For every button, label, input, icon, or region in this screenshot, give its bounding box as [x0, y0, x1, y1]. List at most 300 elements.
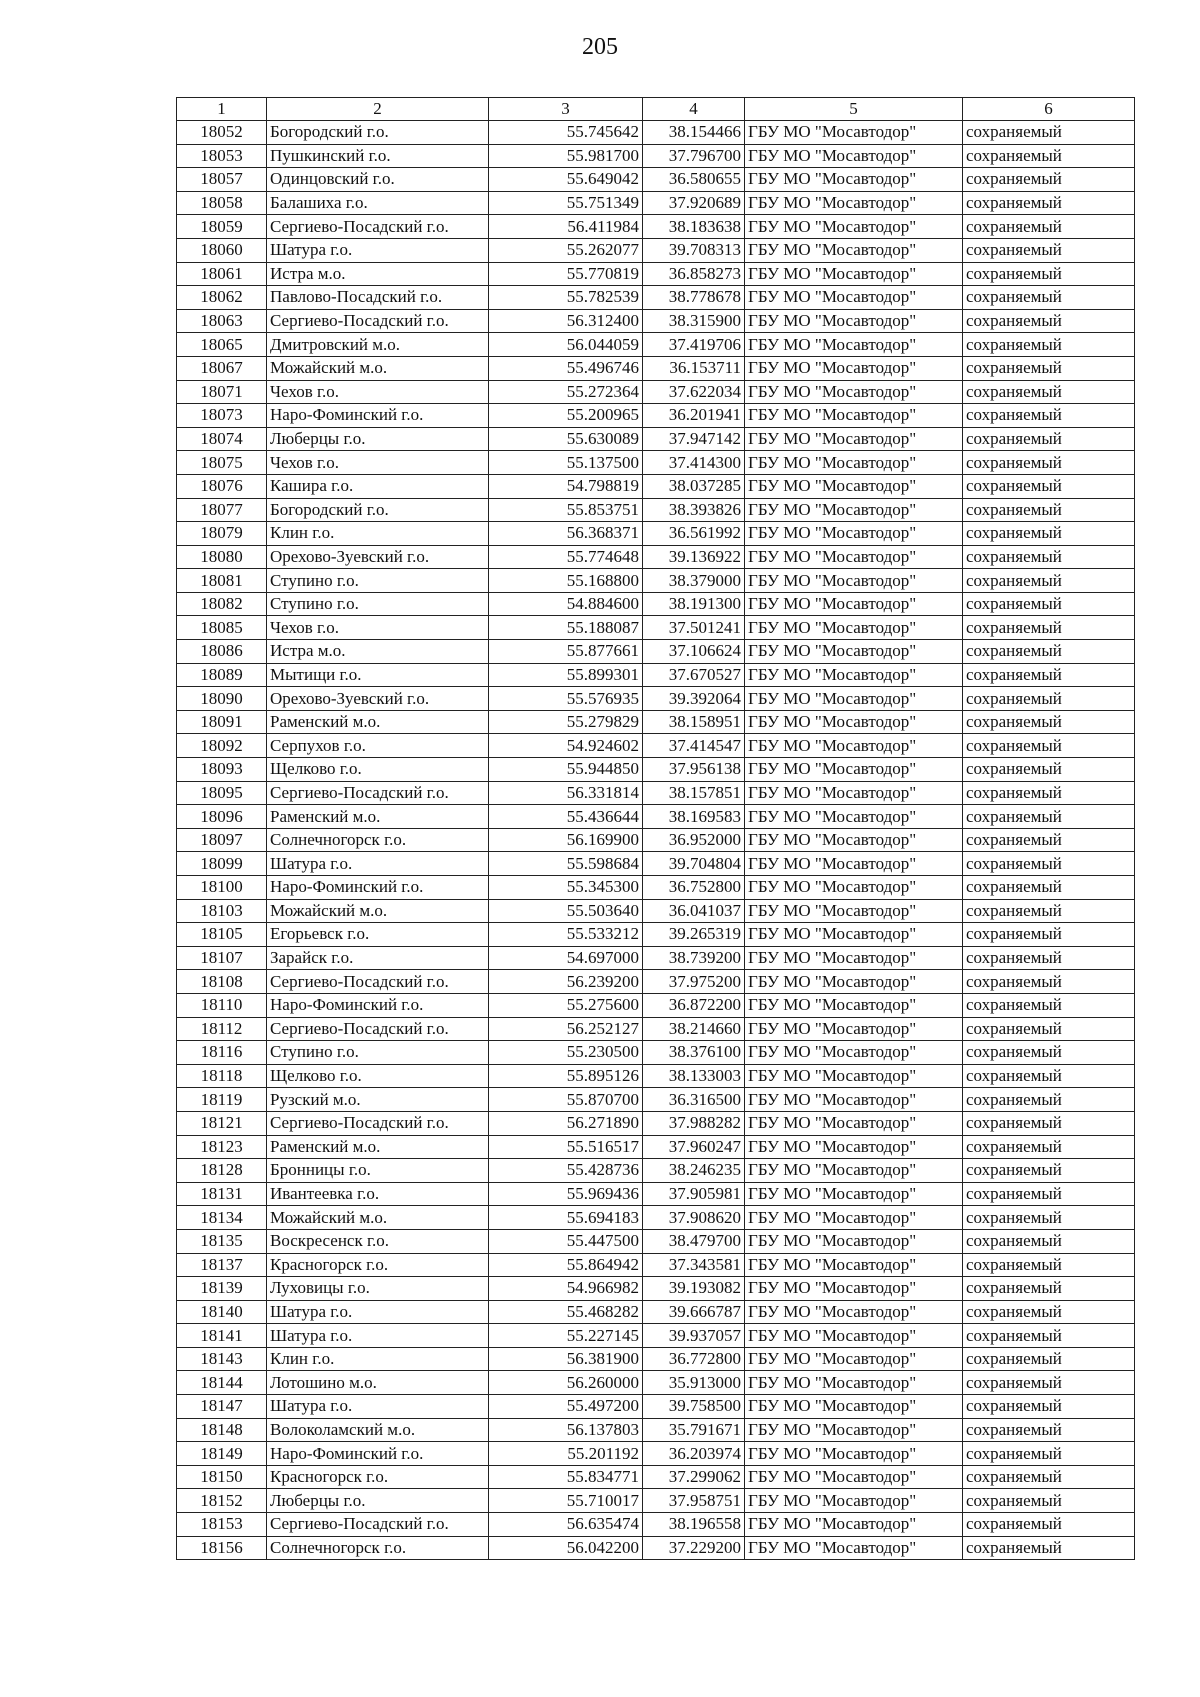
table-row — [177, 1229, 1135, 1253]
row-number-cell: 18077 — [177, 498, 267, 522]
status-cell: сохраняемый — [963, 1371, 1135, 1395]
latitude-cell: 55.834771 — [489, 1465, 643, 1489]
latitude-cell: 55.168800 — [489, 569, 643, 593]
organization-cell: ГБУ МО "Мосавтодор" — [745, 1088, 963, 1112]
organization-cell: ГБУ МО "Мосавтодор" — [745, 828, 963, 852]
municipality-cell: Богородский г.о. — [267, 498, 489, 522]
municipality-cell: Кашира г.о. — [267, 474, 489, 498]
longitude-cell: 36.772800 — [643, 1347, 745, 1371]
longitude-cell: 37.796700 — [643, 144, 745, 168]
longitude-cell: 38.479700 — [643, 1229, 745, 1253]
row-number-cell: 18093 — [177, 758, 267, 782]
status-cell: сохраняемый — [963, 1395, 1135, 1419]
longitude-cell: 36.203974 — [643, 1442, 745, 1466]
column-header: 6 — [963, 98, 1135, 121]
row-number-cell: 18099 — [177, 852, 267, 876]
row-number-cell: 18081 — [177, 569, 267, 593]
municipality-cell: Солнечногорск г.о. — [267, 1536, 489, 1560]
organization-cell: ГБУ МО "Мосавтодор" — [745, 1253, 963, 1277]
table-row — [177, 1277, 1135, 1301]
organization-cell: ГБУ МО "Мосавтодор" — [745, 1513, 963, 1537]
table-row — [177, 1159, 1135, 1183]
row-number-cell: 18139 — [177, 1277, 267, 1301]
municipality-cell: Чехов г.о. — [267, 380, 489, 404]
latitude-cell: 56.044059 — [489, 333, 643, 357]
latitude-cell: 55.853751 — [489, 498, 643, 522]
table-row — [177, 1465, 1135, 1489]
organization-cell: ГБУ МО "Мосавтодор" — [745, 852, 963, 876]
row-number-cell: 18147 — [177, 1395, 267, 1419]
status-cell: сохраняемый — [963, 828, 1135, 852]
municipality-cell: Ступино г.о. — [267, 592, 489, 616]
status-cell: сохраняемый — [963, 781, 1135, 805]
organization-cell: ГБУ МО "Мосавтодор" — [745, 474, 963, 498]
longitude-cell: 38.183638 — [643, 215, 745, 239]
municipality-cell: Наро-Фоминский г.о. — [267, 1442, 489, 1466]
table-row — [177, 238, 1135, 262]
longitude-cell: 39.666787 — [643, 1300, 745, 1324]
table-row — [177, 1442, 1135, 1466]
row-number-cell: 18123 — [177, 1135, 267, 1159]
municipality-cell: Сергиево-Посадский г.о. — [267, 1017, 489, 1041]
latitude-cell: 55.870700 — [489, 1088, 643, 1112]
latitude-cell: 55.428736 — [489, 1159, 643, 1183]
organization-cell: ГБУ МО "Мосавтодор" — [745, 498, 963, 522]
status-cell: сохраняемый — [963, 238, 1135, 262]
row-number-cell: 18097 — [177, 828, 267, 852]
status-cell: сохраняемый — [963, 1300, 1135, 1324]
organization-cell: ГБУ МО "Мосавтодор" — [745, 144, 963, 168]
organization-cell: ГБУ МО "Мосавтодор" — [745, 191, 963, 215]
longitude-cell: 38.133003 — [643, 1064, 745, 1088]
status-cell: сохраняемый — [963, 1347, 1135, 1371]
longitude-cell: 37.414300 — [643, 451, 745, 475]
municipality-cell: Сергиево-Посадский г.о. — [267, 781, 489, 805]
latitude-cell: 54.884600 — [489, 592, 643, 616]
latitude-cell: 55.630089 — [489, 427, 643, 451]
row-number-cell: 18103 — [177, 899, 267, 923]
table-row — [177, 1489, 1135, 1513]
latitude-cell: 56.042200 — [489, 1536, 643, 1560]
row-number-cell: 18090 — [177, 687, 267, 711]
status-cell: сохраняемый — [963, 1513, 1135, 1537]
municipality-cell: Можайский м.о. — [267, 1206, 489, 1230]
organization-cell: ГБУ МО "Мосавтодор" — [745, 1347, 963, 1371]
latitude-cell: 55.745642 — [489, 121, 643, 145]
longitude-cell: 37.419706 — [643, 333, 745, 357]
organization-cell: ГБУ МО "Мосавтодор" — [745, 356, 963, 380]
latitude-cell: 55.899301 — [489, 663, 643, 687]
table-row — [177, 781, 1135, 805]
status-cell: сохраняемый — [963, 1206, 1135, 1230]
table-row — [177, 191, 1135, 215]
page-number: 205 — [582, 34, 618, 60]
table-row — [177, 1088, 1135, 1112]
row-number-cell: 18112 — [177, 1017, 267, 1041]
table-row — [177, 1324, 1135, 1348]
latitude-cell: 56.239200 — [489, 970, 643, 994]
municipality-cell: Шатура г.о. — [267, 1324, 489, 1348]
table-row — [177, 144, 1135, 168]
organization-cell: ГБУ МО "Мосавтодор" — [745, 710, 963, 734]
municipality-cell: Солнечногорск г.о. — [267, 828, 489, 852]
table-row — [177, 592, 1135, 616]
column-header: 5 — [745, 98, 963, 121]
latitude-cell: 56.169900 — [489, 828, 643, 852]
latitude-cell: 54.697000 — [489, 946, 643, 970]
municipality-cell: Дмитровский м.о. — [267, 333, 489, 357]
latitude-cell: 56.381900 — [489, 1347, 643, 1371]
latitude-cell: 55.981700 — [489, 144, 643, 168]
latitude-cell: 56.260000 — [489, 1371, 643, 1395]
municipality-cell: Сергиево-Посадский г.о. — [267, 309, 489, 333]
longitude-cell: 37.414547 — [643, 734, 745, 758]
row-number-cell: 18075 — [177, 451, 267, 475]
municipality-cell: Сергиево-Посадский г.о. — [267, 1513, 489, 1537]
municipality-cell: Рузский м.о. — [267, 1088, 489, 1112]
row-number-cell: 18153 — [177, 1513, 267, 1537]
row-number-cell: 18118 — [177, 1064, 267, 1088]
status-cell: сохраняемый — [963, 1111, 1135, 1135]
status-cell: сохраняемый — [963, 852, 1135, 876]
row-number-cell: 18076 — [177, 474, 267, 498]
status-cell: сохраняемый — [963, 215, 1135, 239]
row-number-cell: 18107 — [177, 946, 267, 970]
table-row — [177, 1182, 1135, 1206]
organization-cell: ГБУ МО "Мосавтодор" — [745, 876, 963, 900]
organization-cell: ГБУ МО "Мосавтодор" — [745, 640, 963, 664]
municipality-cell: Луховицы г.о. — [267, 1277, 489, 1301]
longitude-cell: 37.920689 — [643, 191, 745, 215]
status-cell: сохраняемый — [963, 522, 1135, 546]
organization-cell: ГБУ МО "Мосавтодор" — [745, 616, 963, 640]
latitude-cell: 54.798819 — [489, 474, 643, 498]
row-number-cell: 18059 — [177, 215, 267, 239]
status-cell: сохраняемый — [963, 1135, 1135, 1159]
status-cell: сохраняемый — [963, 309, 1135, 333]
municipality-cell: Орехово-Зуевский г.о. — [267, 687, 489, 711]
status-cell: сохраняемый — [963, 946, 1135, 970]
row-number-cell: 18156 — [177, 1536, 267, 1560]
longitude-cell: 36.041037 — [643, 899, 745, 923]
row-number-cell: 18089 — [177, 663, 267, 687]
municipality-cell: Клин г.о. — [267, 522, 489, 546]
longitude-cell: 37.975200 — [643, 970, 745, 994]
row-number-cell: 18061 — [177, 262, 267, 286]
latitude-cell: 55.598684 — [489, 852, 643, 876]
longitude-cell: 37.299062 — [643, 1465, 745, 1489]
row-number-cell: 18073 — [177, 404, 267, 428]
longitude-cell: 38.739200 — [643, 946, 745, 970]
longitude-cell: 39.136922 — [643, 545, 745, 569]
status-cell: сохраняемый — [963, 1017, 1135, 1041]
latitude-cell: 55.969436 — [489, 1182, 643, 1206]
row-number-cell: 18053 — [177, 144, 267, 168]
longitude-cell: 38.778678 — [643, 286, 745, 310]
municipality-cell: Серпухов г.о. — [267, 734, 489, 758]
status-cell: сохраняемый — [963, 191, 1135, 215]
status-cell: сохраняемый — [963, 592, 1135, 616]
table-row — [177, 121, 1135, 145]
longitude-cell: 39.758500 — [643, 1395, 745, 1419]
status-cell: сохраняемый — [963, 121, 1135, 145]
latitude-cell: 55.774648 — [489, 545, 643, 569]
row-number-cell: 18100 — [177, 876, 267, 900]
municipality-cell: Зарайск г.о. — [267, 946, 489, 970]
organization-cell: ГБУ МО "Мосавтодор" — [745, 333, 963, 357]
table-row — [177, 1111, 1135, 1135]
organization-cell: ГБУ МО "Мосавтодор" — [745, 1277, 963, 1301]
row-number-cell: 18137 — [177, 1253, 267, 1277]
organization-cell: ГБУ МО "Мосавтодор" — [745, 1229, 963, 1253]
status-cell: сохраняемый — [963, 640, 1135, 664]
status-cell: сохраняемый — [963, 1253, 1135, 1277]
longitude-cell: 36.752800 — [643, 876, 745, 900]
latitude-cell: 55.262077 — [489, 238, 643, 262]
table-header — [177, 98, 1135, 121]
row-number-cell: 18108 — [177, 970, 267, 994]
row-number-cell: 18058 — [177, 191, 267, 215]
table-row — [177, 923, 1135, 947]
municipality-cell: Ивантеевка г.о. — [267, 1182, 489, 1206]
status-cell: сохраняемый — [963, 687, 1135, 711]
row-number-cell: 18057 — [177, 168, 267, 192]
table-row — [177, 286, 1135, 310]
row-number-cell: 18141 — [177, 1324, 267, 1348]
latitude-cell: 56.271890 — [489, 1111, 643, 1135]
organization-cell: ГБУ МО "Мосавтодор" — [745, 1489, 963, 1513]
status-cell: сохраняемый — [963, 1324, 1135, 1348]
status-cell: сохраняемый — [963, 333, 1135, 357]
table-row — [177, 1371, 1135, 1395]
longitude-cell: 36.316500 — [643, 1088, 745, 1112]
longitude-cell: 38.379000 — [643, 569, 745, 593]
organization-cell: ГБУ МО "Мосавтодор" — [745, 1442, 963, 1466]
row-number-cell: 18092 — [177, 734, 267, 758]
status-cell: сохраняемый — [963, 1442, 1135, 1466]
latitude-cell: 55.436644 — [489, 805, 643, 829]
longitude-cell: 37.905981 — [643, 1182, 745, 1206]
table-row — [177, 333, 1135, 357]
municipality-cell: Щелково г.о. — [267, 758, 489, 782]
status-cell: сохраняемый — [963, 1159, 1135, 1183]
table-row — [177, 1135, 1135, 1159]
latitude-cell: 56.635474 — [489, 1513, 643, 1537]
status-cell: сохраняемый — [963, 758, 1135, 782]
table-row — [177, 1300, 1135, 1324]
latitude-cell: 54.924602 — [489, 734, 643, 758]
municipality-cell: Балашиха г.о. — [267, 191, 489, 215]
municipality-cell: Сергиево-Посадский г.о. — [267, 1111, 489, 1135]
longitude-cell: 37.501241 — [643, 616, 745, 640]
latitude-cell: 56.331814 — [489, 781, 643, 805]
organization-cell: ГБУ МО "Мосавтодор" — [745, 545, 963, 569]
organization-cell: ГБУ МО "Мосавтодор" — [745, 899, 963, 923]
organization-cell: ГБУ МО "Мосавтодор" — [745, 1064, 963, 1088]
table-row — [177, 522, 1135, 546]
column-header: 3 — [489, 98, 643, 121]
status-cell: сохраняемый — [963, 569, 1135, 593]
table-row — [177, 215, 1135, 239]
longitude-cell: 38.376100 — [643, 1041, 745, 1065]
organization-cell: ГБУ МО "Мосавтодор" — [745, 734, 963, 758]
column-header: 1 — [177, 98, 267, 121]
status-cell: сохраняемый — [963, 1489, 1135, 1513]
status-cell: сохраняемый — [963, 710, 1135, 734]
organization-cell: ГБУ МО "Мосавтодор" — [745, 592, 963, 616]
longitude-cell: 37.958751 — [643, 1489, 745, 1513]
longitude-cell: 39.708313 — [643, 238, 745, 262]
longitude-cell: 39.193082 — [643, 1277, 745, 1301]
table-row — [177, 1253, 1135, 1277]
municipality-cell: Сергиево-Посадский г.о. — [267, 970, 489, 994]
longitude-cell: 38.246235 — [643, 1159, 745, 1183]
table-row — [177, 734, 1135, 758]
row-number-cell: 18143 — [177, 1347, 267, 1371]
longitude-cell: 38.158951 — [643, 710, 745, 734]
status-cell: сохраняемый — [963, 356, 1135, 380]
longitude-cell: 36.580655 — [643, 168, 745, 192]
organization-cell: ГБУ МО "Мосавтодор" — [745, 923, 963, 947]
latitude-cell: 56.312400 — [489, 309, 643, 333]
longitude-cell: 35.913000 — [643, 1371, 745, 1395]
longitude-cell: 38.154466 — [643, 121, 745, 145]
status-cell: сохраняемый — [963, 1041, 1135, 1065]
table-row — [177, 1513, 1135, 1537]
organization-cell: ГБУ МО "Мосавтодор" — [745, 1182, 963, 1206]
municipality-cell: Можайский м.о. — [267, 899, 489, 923]
organization-cell: ГБУ МО "Мосавтодор" — [745, 687, 963, 711]
municipality-cell: Люберцы г.о. — [267, 427, 489, 451]
longitude-cell: 38.393826 — [643, 498, 745, 522]
latitude-cell: 55.944850 — [489, 758, 643, 782]
latitude-cell: 55.279829 — [489, 710, 643, 734]
status-cell: сохраняемый — [963, 993, 1135, 1017]
organization-cell: ГБУ МО "Мосавтодор" — [745, 262, 963, 286]
municipality-cell: Наро-Фоминский г.о. — [267, 404, 489, 428]
organization-cell: ГБУ МО "Мосавтодор" — [745, 451, 963, 475]
latitude-cell: 55.230500 — [489, 1041, 643, 1065]
status-cell: сохраняемый — [963, 805, 1135, 829]
status-cell: сохраняемый — [963, 1088, 1135, 1112]
organization-cell: ГБУ МО "Мосавтодор" — [745, 993, 963, 1017]
longitude-cell: 37.988282 — [643, 1111, 745, 1135]
longitude-cell: 39.265319 — [643, 923, 745, 947]
latitude-cell: 55.188087 — [489, 616, 643, 640]
municipality-cell: Егорьевск г.о. — [267, 923, 489, 947]
row-number-cell: 18067 — [177, 356, 267, 380]
organization-cell: ГБУ МО "Мосавтодор" — [745, 970, 963, 994]
latitude-cell: 55.576935 — [489, 687, 643, 711]
status-cell: сохраняемый — [963, 474, 1135, 498]
row-number-cell: 18096 — [177, 805, 267, 829]
status-cell: сохраняемый — [963, 663, 1135, 687]
longitude-cell: 37.947142 — [643, 427, 745, 451]
row-number-cell: 18060 — [177, 238, 267, 262]
latitude-cell: 56.252127 — [489, 1017, 643, 1041]
table-row — [177, 356, 1135, 380]
table-row — [177, 309, 1135, 333]
longitude-cell: 37.106624 — [643, 640, 745, 664]
table-row — [177, 1041, 1135, 1065]
column-header: 2 — [267, 98, 489, 121]
latitude-cell: 55.201192 — [489, 1442, 643, 1466]
organization-cell: ГБУ МО "Мосавтодор" — [745, 1041, 963, 1065]
table-row — [177, 498, 1135, 522]
latitude-cell: 55.782539 — [489, 286, 643, 310]
status-cell: сохраняемый — [963, 1277, 1135, 1301]
longitude-cell: 36.858273 — [643, 262, 745, 286]
municipality-cell: Сергиево-Посадский г.о. — [267, 215, 489, 239]
organization-cell: ГБУ МО "Мосавтодор" — [745, 1017, 963, 1041]
latitude-cell: 55.877661 — [489, 640, 643, 664]
longitude-cell: 36.561992 — [643, 522, 745, 546]
organization-cell: ГБУ МО "Мосавтодор" — [745, 758, 963, 782]
latitude-cell: 55.710017 — [489, 1489, 643, 1513]
organization-cell: ГБУ МО "Мосавтодор" — [745, 427, 963, 451]
table-row — [177, 1536, 1135, 1560]
row-number-cell: 18074 — [177, 427, 267, 451]
latitude-cell: 55.516517 — [489, 1135, 643, 1159]
latitude-cell: 55.137500 — [489, 451, 643, 475]
row-number-cell: 18062 — [177, 286, 267, 310]
municipality-cell: Чехов г.о. — [267, 451, 489, 475]
organization-cell: ГБУ МО "Мосавтодор" — [745, 1324, 963, 1348]
organization-cell: ГБУ МО "Мосавтодор" — [745, 238, 963, 262]
latitude-cell: 55.272364 — [489, 380, 643, 404]
row-number-cell: 18052 — [177, 121, 267, 145]
latitude-cell: 55.447500 — [489, 1229, 643, 1253]
longitude-cell: 36.153711 — [643, 356, 745, 380]
longitude-cell: 36.952000 — [643, 828, 745, 852]
row-number-cell: 18150 — [177, 1465, 267, 1489]
municipality-cell: Ступино г.о. — [267, 1041, 489, 1065]
status-cell: сохраняемый — [963, 1418, 1135, 1442]
table-row — [177, 946, 1135, 970]
table-row — [177, 687, 1135, 711]
row-number-cell: 18063 — [177, 309, 267, 333]
row-number-cell: 18116 — [177, 1041, 267, 1065]
row-number-cell: 18135 — [177, 1229, 267, 1253]
status-cell: сохраняемый — [963, 1465, 1135, 1489]
municipality-cell: Богородский г.о. — [267, 121, 489, 145]
row-number-cell: 18105 — [177, 923, 267, 947]
longitude-cell: 35.791671 — [643, 1418, 745, 1442]
municipality-cell: Наро-Фоминский г.о. — [267, 876, 489, 900]
organization-cell: ГБУ МО "Мосавтодор" — [745, 1371, 963, 1395]
row-number-cell: 18128 — [177, 1159, 267, 1183]
status-cell: сохраняемый — [963, 286, 1135, 310]
longitude-cell: 37.229200 — [643, 1536, 745, 1560]
row-number-cell: 18131 — [177, 1182, 267, 1206]
organization-cell: ГБУ МО "Мосавтодор" — [745, 522, 963, 546]
longitude-cell: 37.960247 — [643, 1135, 745, 1159]
row-number-cell: 18086 — [177, 640, 267, 664]
status-cell: сохраняемый — [963, 923, 1135, 947]
municipality-cell: Волоколамский м.о. — [267, 1418, 489, 1442]
row-number-cell: 18080 — [177, 545, 267, 569]
organization-cell: ГБУ МО "Мосавтодор" — [745, 663, 963, 687]
table-row — [177, 640, 1135, 664]
row-number-cell: 18144 — [177, 1371, 267, 1395]
table-row — [177, 474, 1135, 498]
municipality-cell: Одинцовский г.о. — [267, 168, 489, 192]
municipality-cell: Люберцы г.о. — [267, 1489, 489, 1513]
table-row — [177, 1418, 1135, 1442]
municipality-cell: Чехов г.о. — [267, 616, 489, 640]
row-number-cell: 18091 — [177, 710, 267, 734]
municipality-cell: Павлово-Посадский г.о. — [267, 286, 489, 310]
